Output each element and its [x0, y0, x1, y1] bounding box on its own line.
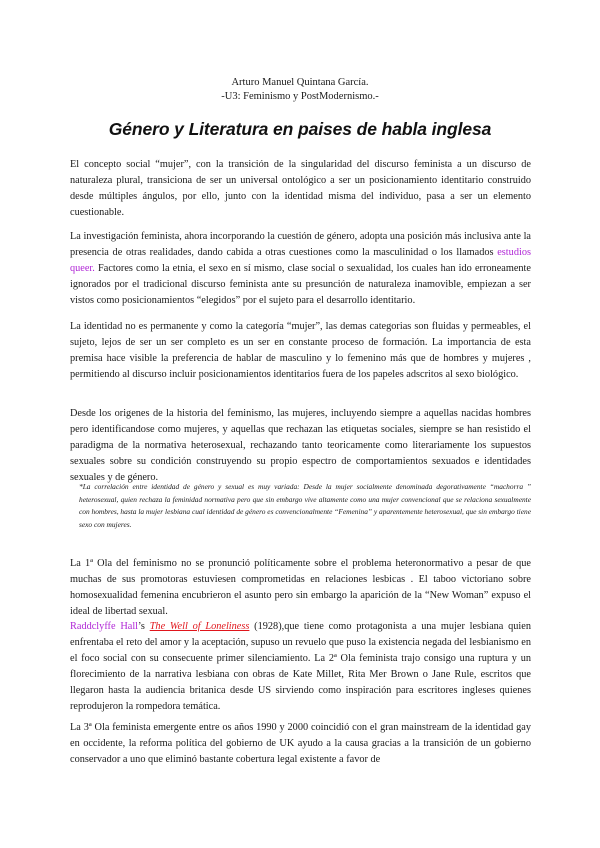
paragraph-5: La 1ª Ola del feminismo no se pronunció políticamente sobre el problema heteronormativo a pesar de que muchas de sus promotoras estuviesen comprometidas en relaciones lesbicas . El taboo victoriano sobre homosexualidad femenina encubrieron el asunto pero sin embargo la aparición de la “New Woman” expuso el ideal de libertad sexual. — [70, 558, 531, 617]
author-name: Arturo Manuel Quintana García. — [231, 77, 369, 88]
paragraph-1: El concepto social “mujer”, con la transición de la singularidad del discurso feminista a un discurso de naturaleza plural, transiciona de ser un universal ontológico a ser un posicionamiento identitario construido desde múltiples ángulos, por ello, junto con la identidad misma del individuo, pasa a ser un elemento cuestionable. — [70, 159, 531, 218]
estudios-queer-link[interactable]: estudios queer. — [70, 246, 531, 274]
paragraph-2-text-a: La investigación feminista, ahora incorporando la cuestión de género, adopta una posición más inclusiva ante la presencia de otras realidades, dando cabida a otras cuestiones como la masculinidad o los llamados — [70, 231, 531, 258]
document-title: Género y Literatura en paises de habla inglesa — [108, 119, 492, 139]
raddclyffe-hall-link[interactable]: Raddclyffe Hall — [70, 621, 139, 632]
unit-subtitle: -U3: Feminismo y PostModernismo.- — [221, 91, 379, 102]
paragraph-4: Desde los origenes de la historia del feminismo, las mujeres, incluyendo siempre a aquellas nacidas hombres pero identificandose como mujeres, y aquellas que rechazan las etiquetas sociales, siempre se han resistido el paradigma de la normativa heterosexual, rechazando tanto teoricamente como literariamente los supuestos sexuales sobre su condición construyendo su propio espectro de comportamientos sexuados e identidades sexuales y de género. — [70, 408, 531, 483]
footnote: *La correlación entre identidad de género y sexual es muy variada: Desde la mujer socialmente denominada degorativamente “machorra ” heterosexual, quien rechaza la feminidad normativa pero que sin embargo vive altamente como una mujer convencional que se relaciona sexualmente con hombres, hasta la mujer lesbiana cual identidad de género es convencionalmente “Femenina” y aparentemente heterosexual, que sin embargo tiene sexo con mujeres. — [79, 482, 531, 529]
paragraph-6-text: (1928),que tiene como protagonista a una mujer lesbiana quien enfrentaba el reto del amor y la aceptación, supuso un revuelo que puso la existencia negada del lesbianismo en el foco social con su consecuente primer silenciamiento. La 2ª Ola feminista trajo consigo una ruptura y un florecimiento de la narrativa lesbiana con obras de Kate Millet, Rita Mer Brown o Jane Rule, escritos que llegaron hasta la audiencia britanica desde US sirviendo como inspiración para escritores ingleses quienes reprodujeron la rompedora temática. — [70, 621, 532, 712]
paragraph-2 — [70, 229, 531, 309]
paragraph-7: La 3ª Ola feminista emergente entre os años 1990 y 2000 coincidió con el gran mainstream de la identidad gay en occidente, la reforma política del gobierno de UK ayudo a la causa gracias a la transición de un gobierno conservador a uno que eliminó bastante cobertura legal existente a favor de — [70, 722, 531, 765]
possessive: ’s — [138, 621, 150, 632]
well-of-loneliness-link[interactable]: The Well of Loneliness — [149, 621, 250, 632]
paragraph-2-text-b: Factores como la etnia, el sexo en sí mismo, clase social o sexualidad, los cuales han ido erroneamente ignorados por el tradicional discurso feminista ante su presunción de naturaleza inamovible, empiezan a ser vistos como posicionamientos “elegidos” por el sujeto para el desarrollo identitario. — [70, 262, 531, 306]
paragraph-3: La identidad no es permanente y como la categoría “mujer”, las demas categorias son fluidas y permeables, el sujeto, lejos de ser un ser completo es un ser en constante proceso de formación. La importancia de esta premisa hace visible la preferencia de hablar de masculino y lo femenino más que de hombres y mujeres , permitiendo al discurso incluir posicionamientos identitarios fuera de los papeles adscritos al sexo biológico. — [70, 321, 531, 380]
paragraph-6 — [70, 619, 531, 714]
